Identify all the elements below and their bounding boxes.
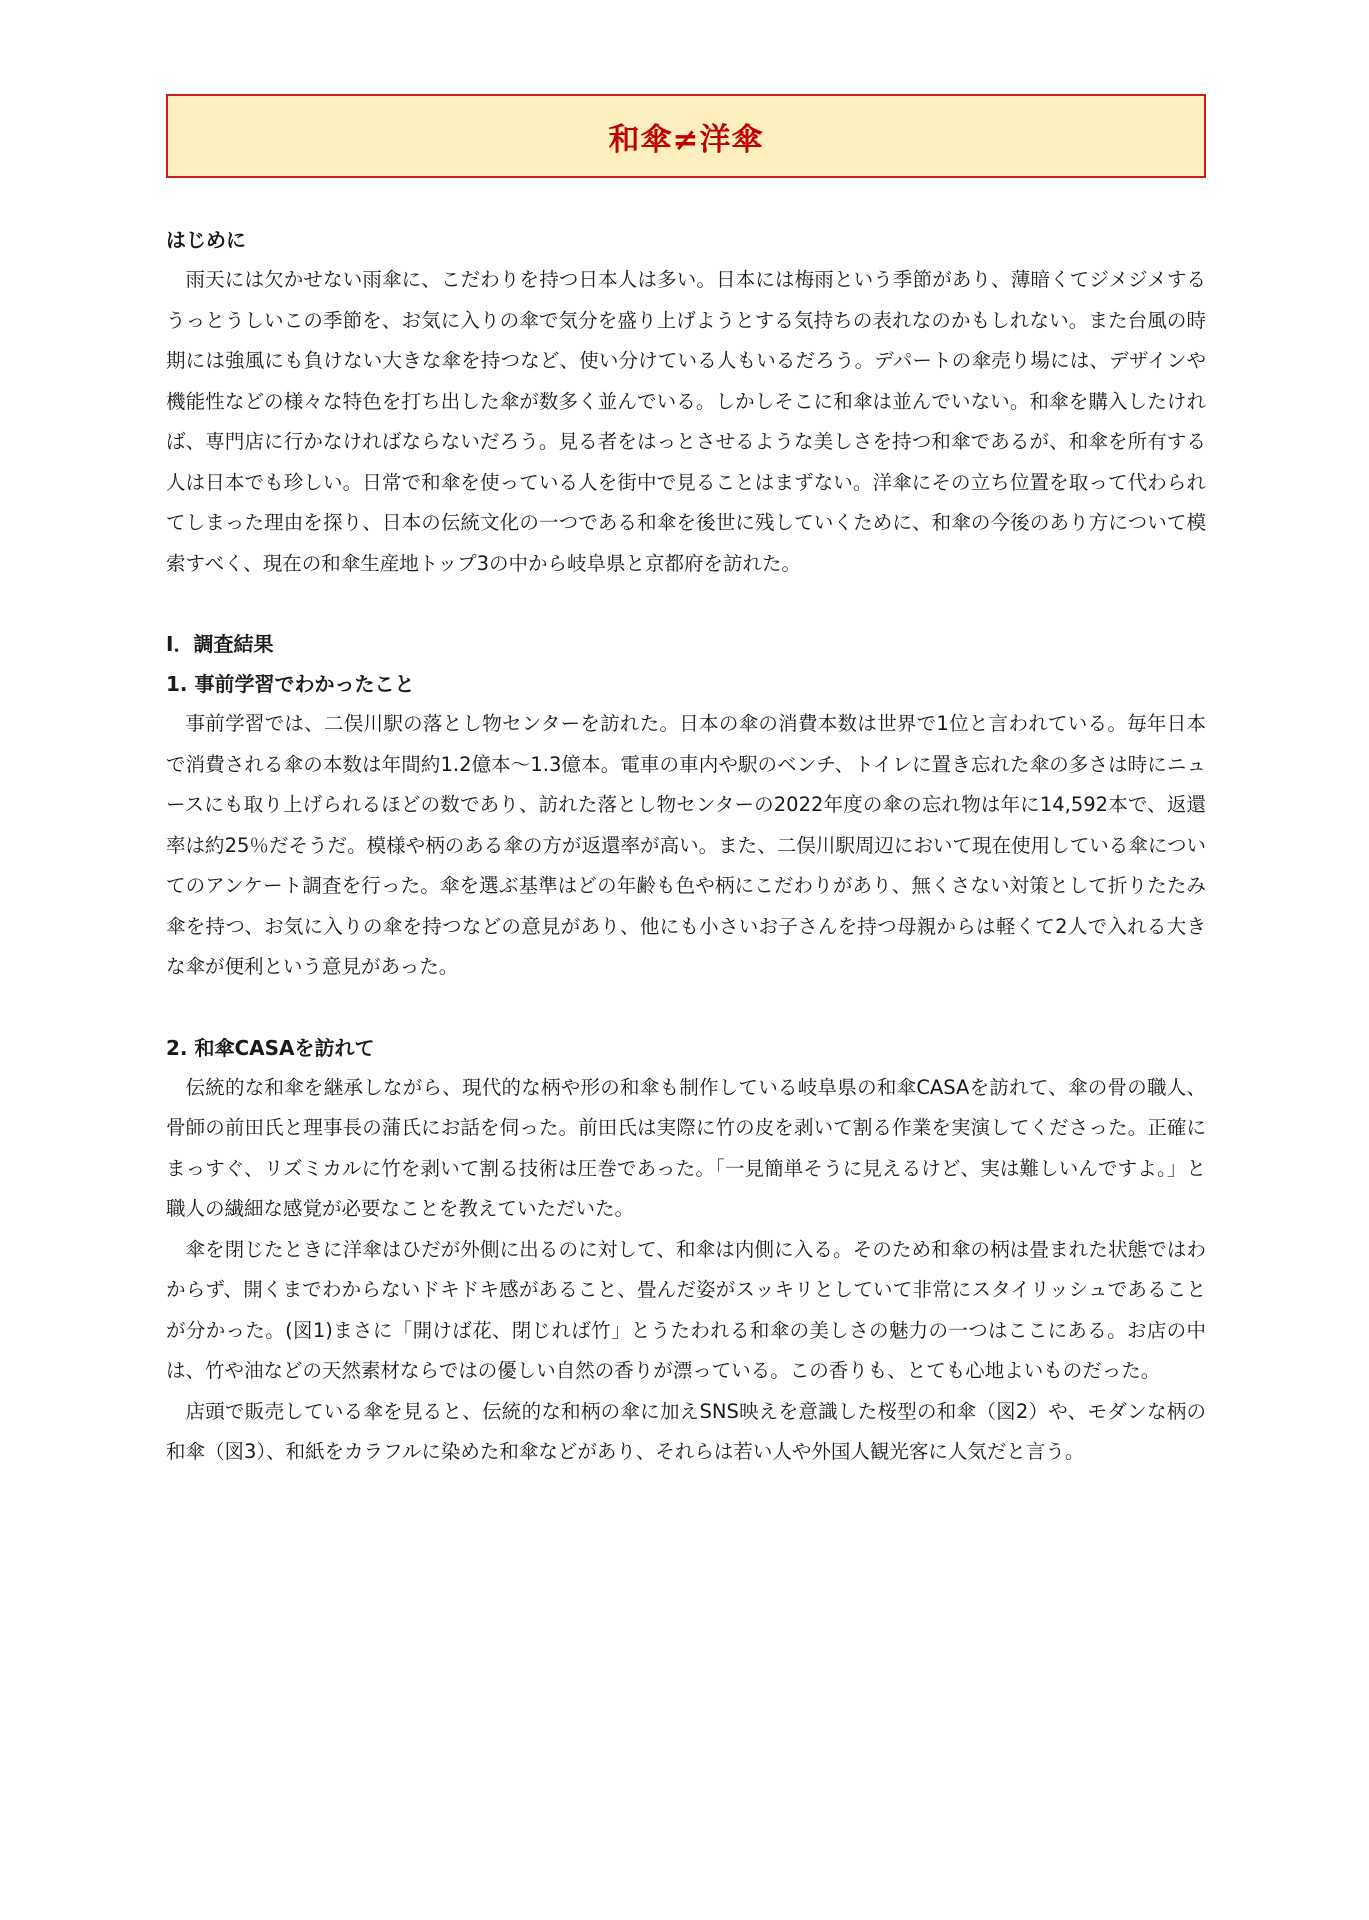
paragraph: 事前学習では、二俣川駅の落とし物センターを訪れた。日本の傘の消費本数は世界で1位と言われている。毎年日本で消費される傘の本数は年間約1.2億本～1.3億本。電車の車内や駅のベンチ、トイレに置き忘れた傘の多さは時にニュースにも取り上げられるほどの数であり、訪れた落とし物センターの2022年度の傘の忘れ物は年に14,592本で、返還率は約25％だそうだ。模様や柄のある傘の方が返還率が高い。また、二俣川駅周辺において現在使用している傘についてのアンケート調査を行った。傘を選ぶ基準はどの年齢も色や柄にこだわりがあり、無くさない対策として折りたたみ傘を持つ、お気に入りの傘を持つなどの意見があり、他にも小さいお子さんを持つ母親からは軽くて2人で入れる大きな傘が便利という意見があった。 [166, 712, 1206, 978]
paragraph: 伝統的な和傘を継承しながら、現代的な柄や形の和傘も制作している岐阜県の和傘CASAを訪れて、傘の骨の職人、骨師の前田氏と理事長の蒲氏にお話を伺った。前田氏は実際に竹の皮を剥いて割る作業を実演してくださった。正確にまっすぐ、リズミカルに竹を剥いて割る技術は圧巻であった。「一見簡単そうに見えるけど、実は難しいんですよ。」と職人の繊細な感覚が必要なことを教えていただいた。 [166, 1075, 1206, 1220]
title-box [166, 94, 1206, 178]
paragraph: 雨天には欠かせない雨傘に、こだわりを持つ日本人は多い。日本には梅雨という季節があり、薄暗くてジメジメするうっとうしいこの季節を、お気に入りの傘で気分を盛り上げようとする気持ちの表れなのかもしれない。また台風の時期には強風にも負けない大きな傘を持つなど、使い分けている人もいるだろう。デパートの傘売り場には、デザインや機能性などの様々な特色を打ち出した傘が数多く並んでいる。しかしそこに和傘は並んでいない。和傘を購入したければ、専門店に行かなければならないだろう。見る者をはっとさせるような美しさを持つ和傘であるが、和傘を所有する人は日本でも珍しい。日常で和傘を使っている人を街中で見ることはまずない。洋傘にその立ち位置を取って代わられてしまった理由を探り、日本の伝統文化の一つである和傘を後世に残していくために、和傘の今後のあり方について模索すべく、現在の和傘生産地トップ3の中から岐阜県と京都府を訪れた。 [166, 268, 1206, 575]
paragraph: 傘を閉じたときに洋傘はひだが外側に出るのに対して、和傘は内側に入る。そのため和傘の柄は畳まれた状態ではわからず、開くまでわからないドキドキ感があること、畳んだ姿がスッキリとしていて非常にスタイリッシュであることが分かった。(図1)まさに「開けば花、閉じれば竹」とうたわれる和傘の美しさの魅力の一つはここにある。お店の中は、竹や油などの天然素材ならではの優しい自然の香りが漂っている。この香りも、とても心地よいものだった。 [166, 1237, 1206, 1382]
section-introduction [166, 220, 1206, 584]
subsection-heading: 1. 事前学習でわかったこと [166, 672, 415, 696]
subsection-heading: 2. 和傘CASAを訪れて [166, 1035, 375, 1060]
section-heading: はじめに [166, 228, 246, 252]
section-survey-results [166, 624, 1206, 988]
document-body [166, 220, 1206, 1473]
document-title: 和傘≠洋傘 [608, 121, 764, 158]
section-wagasa-casa [166, 1028, 1206, 1473]
paragraph: 店頭で販売している傘を見ると、伝統的な和柄の傘に加えSNS映えを意識した桜型の和傘（図2）や、モダンな柄の和傘（図3）、和紙をカラフルに染めた和傘などがあり、それらは若い人や外国人観光客に人気だと言う。 [166, 1399, 1206, 1463]
section-heading: Ⅰ．調査結果 [166, 632, 274, 656]
